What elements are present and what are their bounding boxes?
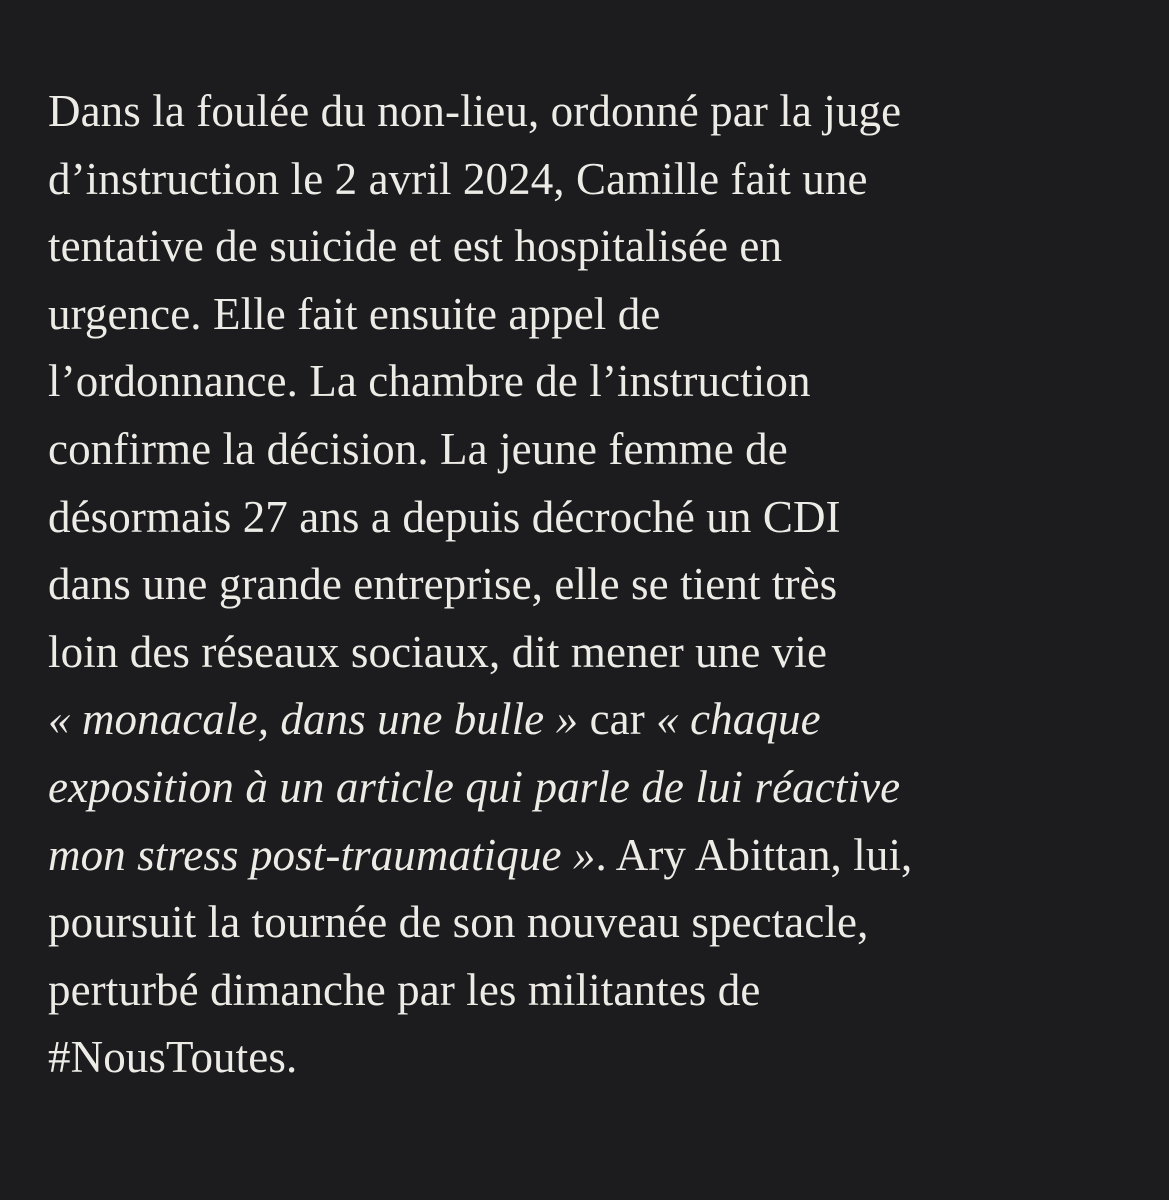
italic-quote-monacale: « monacale, dans une bulle » xyxy=(48,694,579,745)
italic-quote-exposition: « chaque exposition à un article qui parle de lui réactive mon stress post-traumatique » xyxy=(48,694,901,880)
article-paragraph xyxy=(48,78,1128,1092)
paragraph-text-part-3: . Ary Abittan, lui, poursuit la tournée de son nouveau spectacle, perturbé dimanche par les militantes de #NousToutes. xyxy=(48,829,913,1083)
article-body xyxy=(48,78,1128,1092)
paragraph-text-part-1: Dans la foulée du non-lieu, ordonné par la juge d’instruction le 2 avril 2024, Camille fait une tentative de suicide et est hospitalisée en urgence. Elle fait ensuite appel de l’ordonnance. La chambre de l’instruction confirme la décision. La jeune femme de désormais 27 ans a depuis décroché un CDI dans une grande entreprise, elle se tient très loin des réseaux sociaux, dit mener une vie xyxy=(48,86,902,677)
paragraph-text-part-2: car xyxy=(578,694,657,745)
